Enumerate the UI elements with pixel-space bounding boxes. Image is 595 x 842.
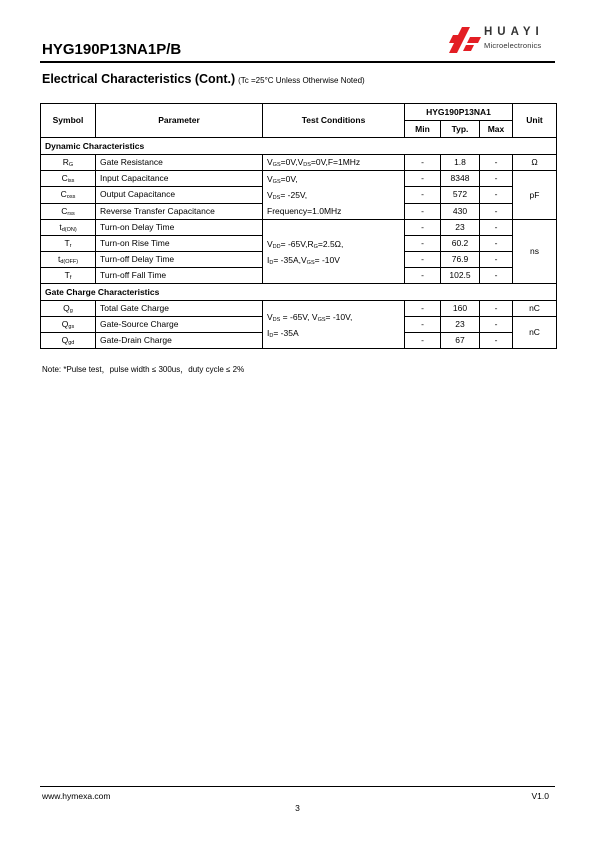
table-row [41, 301, 557, 317]
min-cell: - [405, 203, 441, 219]
group-gate-charge: Gate Charge Characteristics [41, 284, 557, 301]
test-condition-cell: $V_{DS} = -65V$, $V_{GS}= -10V$, $I_D= -35A$ [263, 301, 405, 349]
typ-cell: 8348 [441, 171, 480, 187]
typ-cell: 160 [441, 301, 480, 317]
test-condition-cell: $V_{GS}=0V$, $V_{DS}= -25V$, Frequency=1.0MHz [263, 171, 405, 220]
min-cell: - [405, 220, 441, 236]
min-cell: - [405, 301, 441, 317]
parameter-cell: Turn-on Rise Time [96, 236, 263, 252]
max-cell: - [480, 268, 513, 284]
footer-version: V1.0 [531, 791, 549, 801]
max-cell: - [480, 220, 513, 236]
parameter-cell: Output Capacitance [96, 187, 263, 203]
header-unit: Unit [513, 104, 557, 138]
brand-subtitle: Microelectronics [484, 41, 542, 50]
typ-cell: 67 [441, 333, 480, 349]
symbol-cell: $C_{iss}$ [41, 171, 96, 187]
header-max: Max [480, 121, 513, 138]
symbol-cell: $C_{oss}$ [41, 187, 96, 203]
max-cell: - [480, 317, 513, 333]
header-parameter: Parameter [96, 104, 263, 138]
typ-cell: 572 [441, 187, 480, 203]
symbol-cell: $Q_{gs}$ [41, 317, 96, 333]
symbol-cell: $T_r$ [41, 236, 96, 252]
unit-cell: nC [513, 301, 557, 317]
max-cell: - [480, 203, 513, 219]
parameter-cell: Gate-Source Charge [96, 317, 263, 333]
table-row [41, 220, 557, 236]
unit-cell: pF [513, 171, 557, 220]
min-cell: - [405, 317, 441, 333]
max-cell: - [480, 333, 513, 349]
max-cell: - [480, 187, 513, 203]
symbol-cell: $R_G$ [41, 155, 96, 171]
huayi-logo [448, 25, 556, 55]
parameter-cell: Turn-off Delay Time [96, 252, 263, 268]
symbol-cell: $Q_g$ [41, 301, 96, 317]
max-cell: - [480, 301, 513, 317]
max-cell: - [480, 252, 513, 268]
typ-cell: 60.2 [441, 236, 480, 252]
huayi-logo-icon [448, 25, 482, 55]
unit-cell: Ω [513, 155, 557, 171]
header-min: Min [405, 121, 441, 138]
typ-cell: 76.9 [441, 252, 480, 268]
header-device: HYG190P13NA1 [405, 104, 513, 121]
min-cell: - [405, 268, 441, 284]
unit-cell: nC [513, 317, 557, 349]
test-condition-cell: $V_{GS}=0V,V_{DS}=0V,F=1MHz$ [263, 155, 405, 171]
typ-cell: 23 [441, 317, 480, 333]
typ-cell: 430 [441, 203, 480, 219]
header-typ: Typ. [441, 121, 480, 138]
parameter-cell: Total Gate Charge [96, 301, 263, 317]
header-symbol: Symbol [41, 104, 96, 138]
symbol-cell: $T_f$ [41, 268, 96, 284]
symbol-cell: $t_{d(OFF)}$ [41, 252, 96, 268]
typ-cell: 102.5 [441, 268, 480, 284]
parameter-cell: Turn-off Fall Time [96, 268, 263, 284]
table-row [41, 171, 557, 187]
min-cell: - [405, 171, 441, 187]
min-cell: - [405, 252, 441, 268]
parameter-cell: Gate Resistance [96, 155, 263, 171]
parameter-cell: Turn-on Delay Time [96, 220, 263, 236]
symbol-cell: $C_{rss}$ [41, 203, 96, 219]
max-cell: - [480, 155, 513, 171]
unit-cell: ns [513, 220, 557, 284]
typ-cell: 23 [441, 220, 480, 236]
min-cell: - [405, 155, 441, 171]
min-cell: - [405, 187, 441, 203]
header-rule [40, 61, 555, 63]
electrical-characteristics-table [40, 103, 557, 349]
section-condition: (Tc =25°C Unless Otherwise Noted) [238, 76, 365, 85]
max-cell: - [480, 171, 513, 187]
min-cell: - [405, 333, 441, 349]
group-dynamic: Dynamic Characteristics [41, 138, 557, 155]
pulse-test-note: Note: *Pulse test，pulse width ≤ 300us，duty cycle ≤ 2% [42, 365, 245, 374]
brand-name: HUAYI [484, 26, 544, 38]
max-cell: - [480, 236, 513, 252]
parameter-cell: Reverse Transfer Capacitance [96, 203, 263, 219]
parameter-cell: Input Capacitance [96, 171, 263, 187]
footer-rule [40, 786, 555, 787]
symbol-cell: $t_{d(ON)}$ [41, 220, 96, 236]
section-title [42, 72, 365, 86]
section-title-text: Electrical Characteristics (Cont.) [42, 72, 236, 86]
min-cell: - [405, 236, 441, 252]
typ-cell: 1.8 [441, 155, 480, 171]
table-row [41, 155, 557, 171]
page-number: 3 [295, 803, 300, 813]
footer-url[interactable]: www.hymexa.com [42, 791, 111, 801]
test-condition-cell: $V_{DD}= -65V,R_G=2.5\Omega$, $I_D= -35A,V_{GS}= -10V$ [263, 220, 405, 284]
symbol-cell: $Q_{gd}$ [41, 333, 96, 349]
part-number: HYG190P13NA1P/B [42, 41, 182, 58]
header-test-conditions: Test Conditions [263, 104, 405, 138]
parameter-cell: Gate-Drain Charge [96, 333, 263, 349]
